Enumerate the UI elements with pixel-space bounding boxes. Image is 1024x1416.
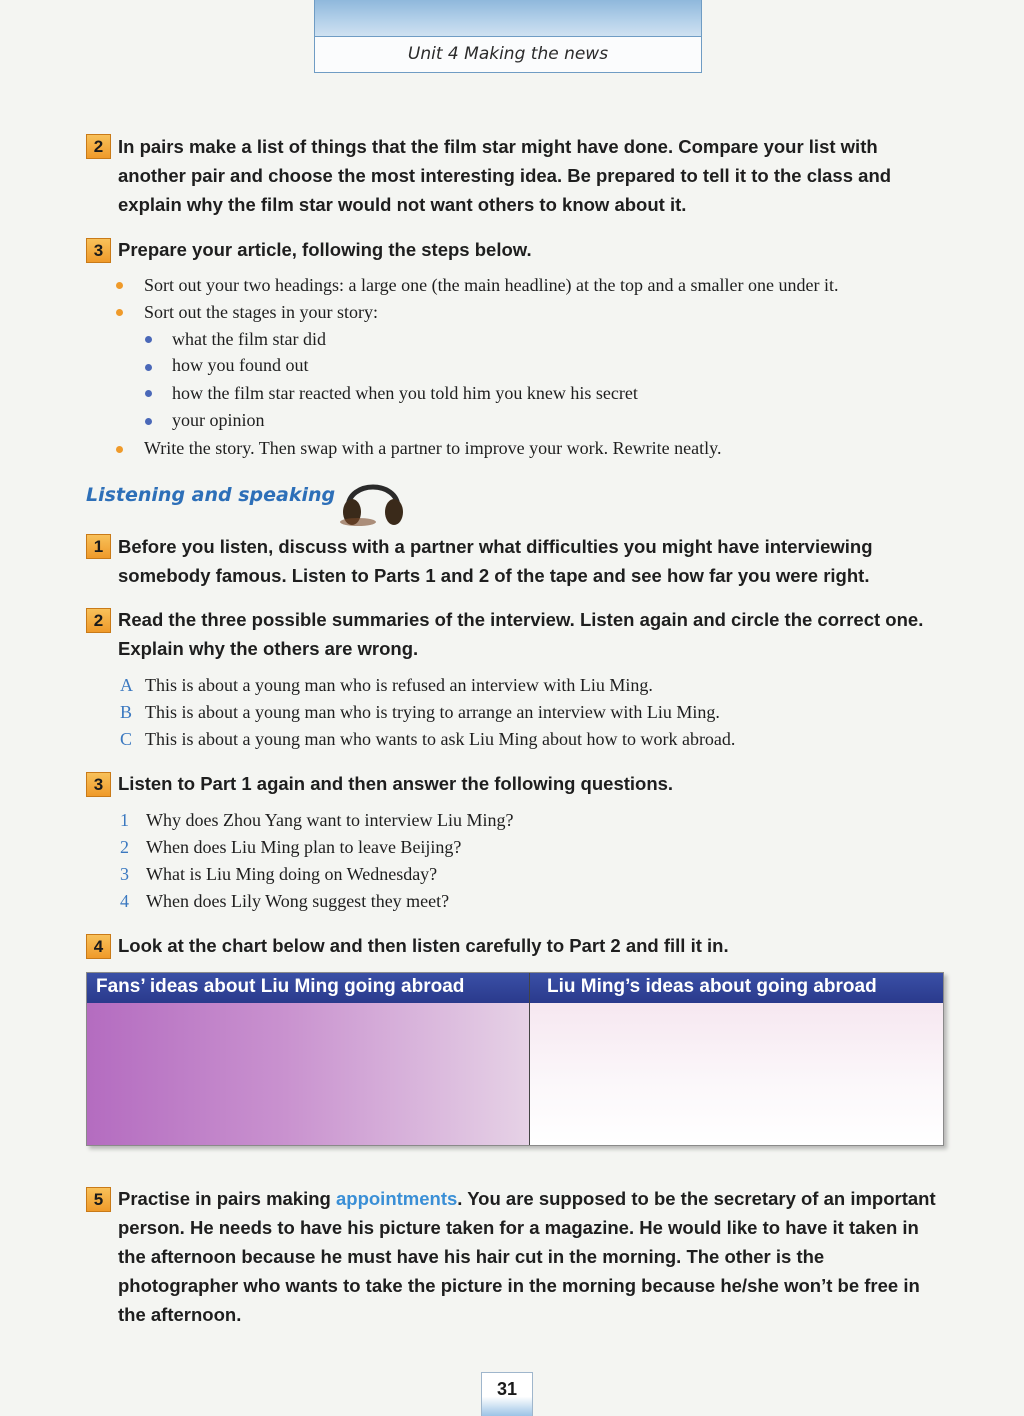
page-number-tab [481,1372,533,1416]
chart-column-header: Fans’ ideas about Liu Ming going abroad [96,976,465,997]
sub-bullet-icon [145,418,152,425]
task-number-badge: 3 [86,238,111,263]
question-item: When does Liu Ming plan to leave Beijing? [146,837,462,857]
chart-answer-cell-liu-ming[interactable] [530,1003,943,1145]
water-drops-banner [315,0,701,37]
bullet-icon [116,309,123,316]
step-item: Sort out the stages in your story: [144,302,378,322]
task-text: Practise in pairs making [118,1188,336,1209]
question-number: 2 [120,837,129,857]
question-item: When does Lily Wong suggest they meet? [146,891,450,911]
summary-option: This is about a young man who wants to ask Liu Ming about how to work abroad. [145,729,736,749]
fill-in-chart [86,972,944,1146]
task-number-badge: 2 [86,134,111,159]
appointments-link[interactable]: appointments [335,1188,458,1209]
task-instruction: Listen to Part 1 again and then answer the following questions. [118,773,674,794]
headphones-icon [338,470,408,530]
task-instruction: Prepare your article, following the steps below. [118,239,532,260]
question-number: 4 [120,891,129,911]
option-letter: A [120,675,133,695]
stage-item: how you found out [172,355,309,375]
page-number: 31 [496,1379,518,1399]
chart-column-divider [529,973,530,1145]
task-number-badge: 1 [86,534,111,559]
bullet-icon [116,446,123,453]
bullet-icon [116,282,123,289]
chart-column-header: Liu Ming’s ideas about going abroad [547,976,877,997]
stage-item: your opinion [172,410,265,430]
unit-title: Unit 4 Making the news [407,44,609,64]
question-item: Why does Zhou Yang want to interview Liu Ming? [146,810,514,830]
summary-option: This is about a young man who is refused an interview with Liu Ming. [145,675,653,695]
sub-bullet-icon [145,336,152,343]
task-number-badge: 4 [86,934,111,959]
step-item: Sort out your two headings: a large one (the main headline) at the top and a smaller one under it. [144,275,839,295]
stage-item: what the film star did [172,329,326,349]
task-instruction: In pairs make a list of things that the film star might have done. Compare your list with another pair and choose the most interesting idea. Be prepared to tell it to the class and explain why the film star would not want others to know about it. [118,136,892,215]
section-title: Listening and speaking [86,484,336,506]
summary-option: This is about a young man who is trying to arrange an interview with Liu Ming. [145,702,720,722]
task-instruction: Read the three possible summaries of the interview. Listen again and circle the correct one. Explain why the others are wrong. [118,609,924,659]
step-item: Write the story. Then swap with a partner to improve your work. Rewrite neatly. [144,438,722,458]
option-letter: B [120,702,133,722]
sub-bullet-icon [145,364,152,371]
task-number-badge: 3 [86,772,111,797]
task-instruction: Look at the chart below and then listen carefully to Part 2 and fill it in. [118,935,729,956]
question-item: What is Liu Ming doing on Wednesday? [146,864,438,884]
task-text: . You are supposed to be the secretary of an important person. He needs to have his picture taken for a magazine. He would like to have it taken in the afternoon because he must have his hair cut in the morning. The other is the photographer who wants to take the picture in the morning because he/she won’t be free in the afternoon. [118,1188,936,1325]
option-letter: C [120,729,133,749]
sub-bullet-icon [145,390,152,397]
stage-item: how the film star reacted when you told him you knew his secret [172,383,638,403]
task-instruction [118,1184,948,1329]
question-number: 3 [120,864,129,884]
task-instruction: Before you listen, discuss with a partner what difficulties you might have interviewing somebody famous. Listen to Parts 1 and 2 of the tape and see how far you were right. [118,536,873,586]
task-number-badge: 5 [86,1187,111,1212]
unit-header [314,0,702,73]
question-number: 1 [120,810,129,830]
chart-header-row [87,973,943,1003]
task-number-badge: 2 [86,608,111,633]
chart-answer-cell-fans[interactable] [87,1003,529,1145]
